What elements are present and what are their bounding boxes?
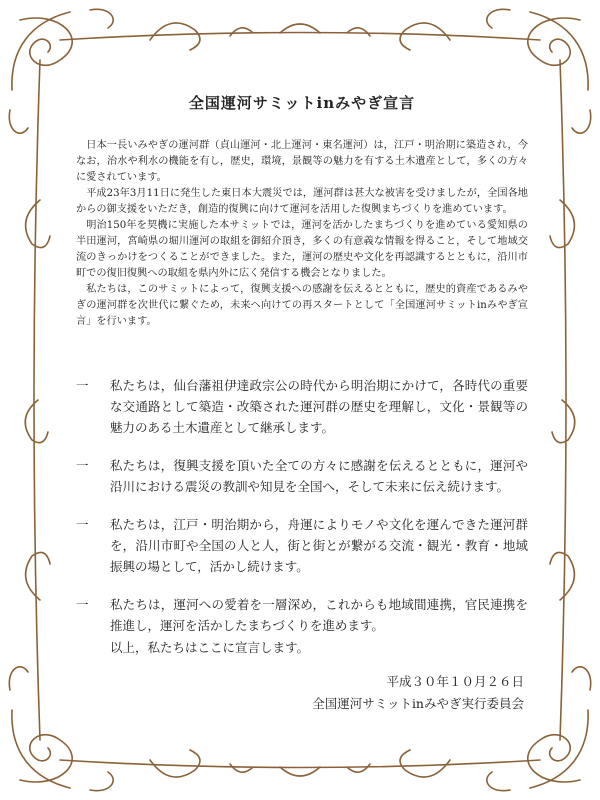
intro-section: [76, 138, 528, 330]
declaration-text: 私たちは，江戸・明治期から，舟運によりモノや文化を運んできた運河群を，沿川市町や全国の人と人，街と街とが繋がる交流・観光・教育・地域振興の場として，活かし続けます。: [110, 517, 528, 574]
document-title: 全国運河サミットinみやぎ宣言: [188, 94, 416, 112]
declaration-mark: 一: [76, 517, 89, 532]
declaration-mark: 一: [76, 597, 89, 612]
document-body: [76, 60, 528, 740]
intro-paragraph: 平成23年3月11日に発生した東日本大震災では，運河群は甚大な被害を受けましたが，全国各地からの御支援をいただき，創造的復興に向けて運河を活用した復興まちづくりを進めています。: [76, 188, 528, 215]
declaration-item: [76, 375, 528, 438]
organization-name: 全国運河サミットinみやぎ実行委員会: [312, 696, 524, 711]
declaration-mark: 一: [76, 458, 89, 473]
declaration-text: 私たちは，復興支援を頂いた全ての方々に感謝を伝えるとともに，運河や沿川における震災の教訓や知見を全国へ，そして未来に伝え続けます。: [110, 458, 528, 494]
closing-statement: 以上，私たちはここに宣言します。: [110, 640, 310, 655]
declaration-date: 平成３０年１０月２６日: [386, 674, 524, 689]
declaration-item: [76, 514, 528, 577]
declaration-text: 私たちは，運河への愛着を一層深め，これからも地域間連携，官民連携を推進し，運河を活かしたまちづくりを進めます。: [110, 597, 528, 633]
declaration-item: [76, 594, 528, 636]
declaration-text: 私たちは，仙台藩祖伊達政宗公の時代から明治期にかけて，各時代の重要な交通路として築造・改築された運河群の歴史を理解し，文化・景観等の魅力のある土木遺産として継承します。: [110, 378, 528, 435]
intro-paragraph: 明治150年を契機に実施した本サミットでは，運河を活かしたまちづくりを進めている愛知県の半田運河，宮崎県の堀川運河の取組を御紹介頂き，多くの有意義な情報を得ること，そして地域交流のきっかけをつくることができました。また，運河の歴史や文化を再認識するとともに，沿川市町での復旧復興への取組を県内外に広く発信する機会となりました。: [76, 220, 528, 279]
declaration-list: [76, 375, 528, 653]
intro-paragraph: 日本一長いみやぎの運河群（貞山運河・北上運河・東名運河）は，江戸・明治期に築造され，今なお，治水や利水の機能を有し，歴史，環境，景観等の魅力を有する土木遺産として，多くの方々に愛されています。: [76, 140, 528, 183]
declaration-item: [76, 455, 528, 497]
intro-paragraph: 私たちは，このサミットによって，復興支援への感謝を伝えるとともに，歴史的資産であるみやぎの運河群を次世代に繋ぐため，未来へ向けての再スタートとして「全国運河サミットinみやぎ宣言」を行います。: [76, 284, 528, 327]
declaration-mark: 一: [76, 378, 89, 393]
